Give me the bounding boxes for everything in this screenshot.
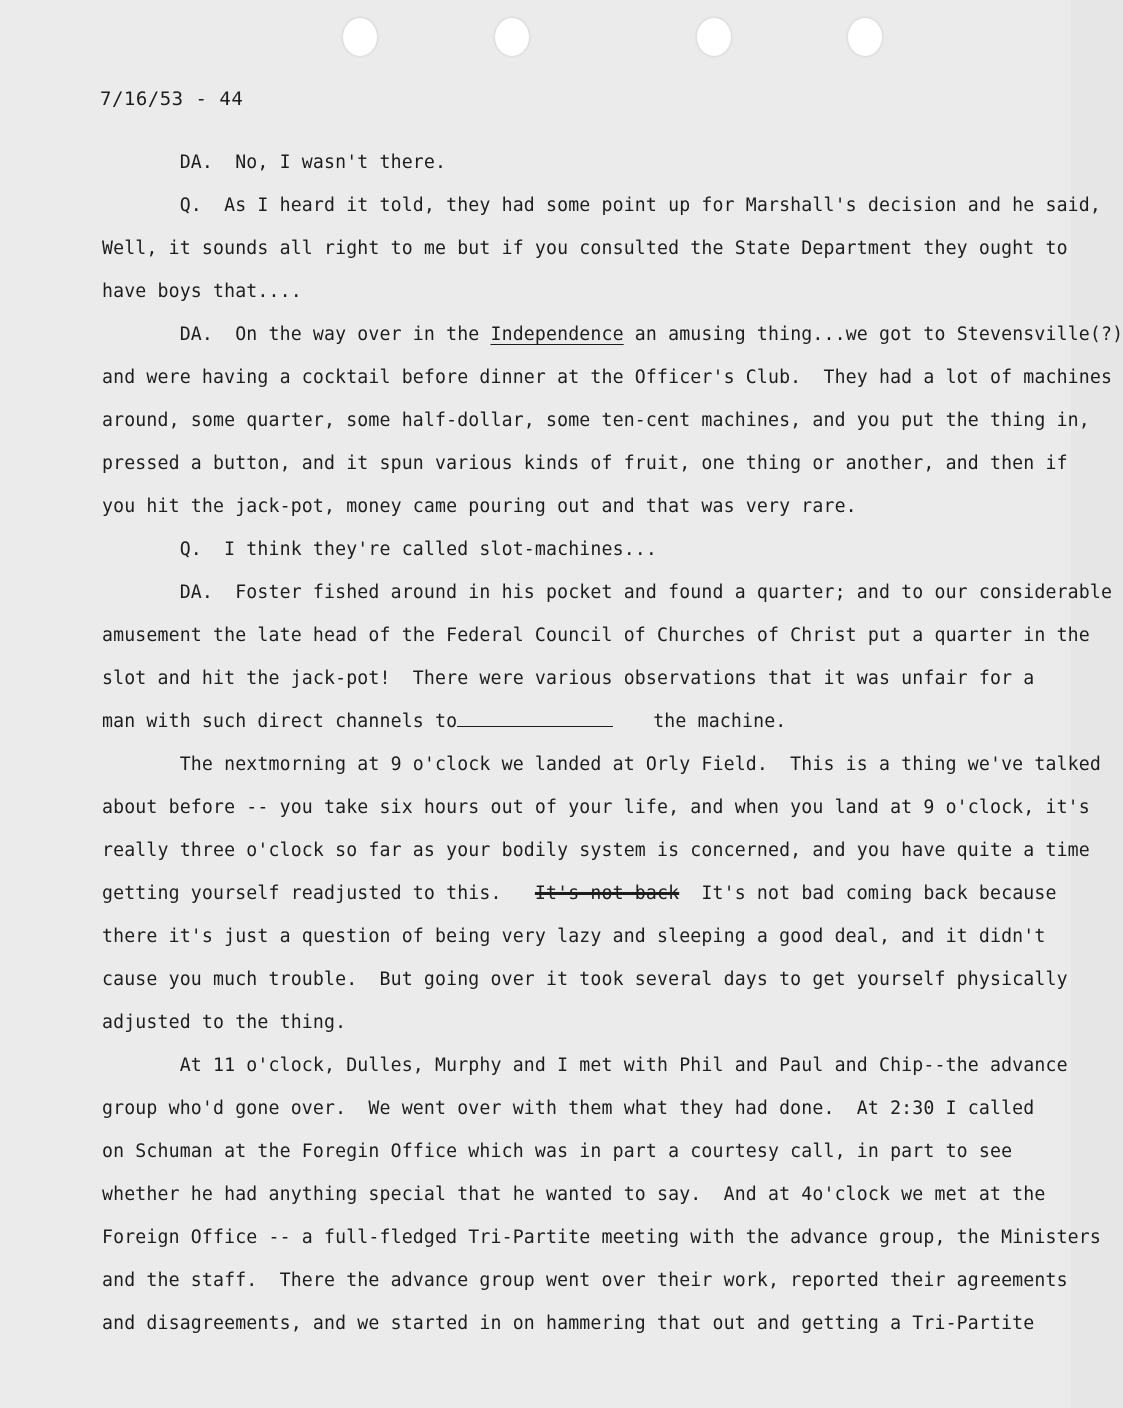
- punch-hole: [343, 18, 377, 56]
- struck-out-text: It's not back: [534, 883, 680, 904]
- ship-name: Independence: [490, 324, 624, 345]
- text-line: amusement the late head of the Federal Council of Churches of Christ put a quarter in the: [102, 625, 1090, 646]
- text-line: adjusted to the thing.: [102, 1012, 347, 1033]
- text-line: Q. As I heard it told, they had some point up for Marshall's decision and he said,: [102, 195, 1101, 216]
- text-line: have boys that....: [102, 281, 302, 302]
- text-line: whether he had anything special that he wanted to say. And at 4o'clock we met at the: [102, 1184, 1046, 1205]
- punch-hole: [848, 18, 882, 56]
- text-line: DA. Foster fished around in his pocket and found a quarter; and to our considerable: [102, 582, 1113, 603]
- text-line: The nextmorning at 9 o'clock we landed at Orly Field. This is a thing we've talked: [102, 754, 1101, 775]
- text-line: and were having a cocktail before dinner at the Officer's Club. They had a lot of machines: [102, 367, 1113, 388]
- text-line: DA. On the way over in the Independence an amusing thing...we got to Stevensville(?): [102, 324, 1123, 345]
- punch-hole: [697, 18, 731, 56]
- text-line: on Schuman at the Foregin Office which was in part a courtesy call, in part to see: [102, 1141, 1013, 1162]
- page-header: 7/16/53 - 44: [100, 88, 244, 110]
- text-line: DA. No, I wasn't there.: [102, 152, 447, 173]
- text-line: Well, it sounds all right to me but if you consulted the State Department they ought to: [102, 238, 1068, 259]
- text-line: around, some quarter, some half-dollar, some ten-cent machines, and you put the thing in,: [102, 410, 1090, 431]
- text-line: pressed a button, and it spun various kinds of fruit, one thing or another, and then if: [102, 453, 1068, 474]
- text-line: there it's just a question of being very lazy and sleeping a good deal, and it didn't: [102, 926, 1046, 947]
- text-line: and disagreements, and we started in on hammering that out and getting a Tri-Partite: [102, 1313, 1035, 1334]
- text-line: man with such direct channels to the machine.: [102, 711, 787, 732]
- text-line: At 11 o'clock, Dulles, Murphy and I met with Phil and Paul and Chip--the advance: [102, 1055, 1068, 1076]
- text-line: Q. I think they're called slot-machines...: [102, 539, 657, 560]
- blank-underline: [457, 712, 613, 727]
- text-line: slot and hit the jack-pot! There were various observations that it was unfair for a: [102, 668, 1035, 689]
- text-line: cause you much trouble. But going over it took several days to get yourself physically: [102, 969, 1068, 990]
- text-line: you hit the jack-pot, money came pouring out and that was very rare.: [102, 496, 857, 517]
- text-line: and the staff. There the advance group went over their work, reported their agreements: [102, 1270, 1068, 1291]
- text-line: Foreign Office -- a full-fledged Tri-Partite meeting with the advance group, the Ministers: [102, 1227, 1101, 1248]
- text-line: really three o'clock so far as your bodily system is concerned, and you have quite a time: [102, 840, 1090, 861]
- text-line: about before -- you take six hours out of your life, and when you land at 9 o'clock, it's: [102, 797, 1090, 818]
- text-line: group who'd gone over. We went over with them what they had done. At 2:30 I called: [102, 1098, 1035, 1119]
- punch-hole: [495, 18, 529, 56]
- text-line: getting yourself readjusted to this. It's not back It's not bad coming back because: [102, 883, 1057, 904]
